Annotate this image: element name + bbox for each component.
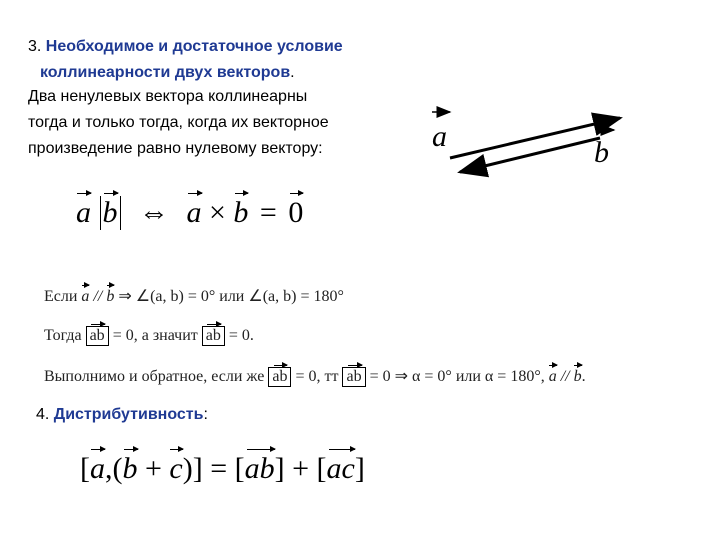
bracket-end: ] xyxy=(354,452,365,485)
cross-product-bracket xyxy=(86,326,109,346)
section3-body-line: тогда и только тогда, когда их векторное xyxy=(28,114,329,131)
section3-body xyxy=(28,84,329,162)
product-ab: ab xyxy=(89,327,105,344)
section4-heading xyxy=(36,402,208,428)
section3-heading-cont xyxy=(40,60,295,86)
bracket-close-equals: )] = [ xyxy=(182,452,245,485)
equals-symbol: = xyxy=(259,196,277,229)
vector-a: a xyxy=(76,196,91,229)
zero-vector: 0 xyxy=(288,196,304,229)
label-b: b xyxy=(594,136,609,169)
vector-b: b xyxy=(122,452,138,485)
vector-b: b xyxy=(106,288,115,305)
collinear-vectors-figure xyxy=(420,100,640,180)
vector-b-arrow xyxy=(460,138,600,172)
section3-heading-end: . xyxy=(290,64,295,81)
section3-heading-line2: коллинеарности двух векторов xyxy=(40,64,291,81)
section4-number: 4. xyxy=(36,406,50,423)
vector-a: a xyxy=(90,452,105,485)
formula-row-2 xyxy=(44,326,254,346)
product-ab: ab xyxy=(205,327,221,344)
vector-a: a xyxy=(186,196,202,229)
comma-paren: ,( xyxy=(105,452,123,485)
section3-body-line: Два ненулевых вектора коллинеарны xyxy=(28,88,308,105)
row3-end1: = 0 ⇒ α = 0° или α = 180°, xyxy=(365,368,549,385)
angle-zero: ∠(a, b) = 0° xyxy=(135,288,216,305)
product-ab: ab xyxy=(346,368,362,385)
product-ab: ab xyxy=(272,368,288,385)
plus-symbol: + xyxy=(137,452,170,485)
parallel-symbol: // xyxy=(556,368,574,385)
parallel-symbol: // xyxy=(89,288,107,305)
formula-row-1 xyxy=(44,286,344,306)
formula-main xyxy=(76,196,303,230)
vector-a: a xyxy=(548,368,557,385)
vector-b: b xyxy=(102,196,118,229)
row1-prefix: Если xyxy=(44,288,82,305)
formula-distributive xyxy=(80,452,365,486)
angle-180: ∠(a, b) = 180° xyxy=(248,288,344,305)
section3-body-line: произведение равно нулевому вектору: xyxy=(28,140,323,157)
section4-heading-end: : xyxy=(203,406,208,423)
row2-prefix: Тогда xyxy=(44,327,86,344)
implies-symbol: ⇒ xyxy=(114,288,136,305)
cross-product-bracket xyxy=(202,326,225,346)
vector-c: c xyxy=(169,452,183,485)
iff-symbol: ⇔ xyxy=(139,196,169,229)
row3-end2: . xyxy=(581,368,586,385)
product-ab: ab xyxy=(244,452,275,485)
or-text: или xyxy=(215,288,249,305)
cross-product-bracket xyxy=(268,367,291,387)
section3-number: 3. xyxy=(28,38,42,55)
row3-prefix: Выполнимо и обратное, если же xyxy=(44,368,269,385)
times-symbol: × xyxy=(209,196,226,229)
row2-end: = 0. xyxy=(224,327,254,344)
parallel-bars xyxy=(100,196,121,230)
cross-product-bracket xyxy=(342,367,365,387)
section4-heading-text: Дистрибутивность xyxy=(53,406,204,423)
vector-a: a xyxy=(81,288,90,305)
row3-mid: = 0, тт xyxy=(291,368,343,385)
section3-heading-line1: Необходимое и достаточное условие xyxy=(45,38,343,55)
section3-heading xyxy=(28,34,343,60)
label-a: a xyxy=(432,120,447,153)
vector-b: b xyxy=(573,368,582,385)
bracket-plus: ] + [ xyxy=(274,452,327,485)
formula-row-3 xyxy=(44,366,586,387)
vector-b: b xyxy=(233,196,249,229)
bracket-open: [ xyxy=(80,452,90,485)
product-ac: ac xyxy=(326,452,355,485)
row2-mid: = 0, а значит xyxy=(108,327,202,344)
